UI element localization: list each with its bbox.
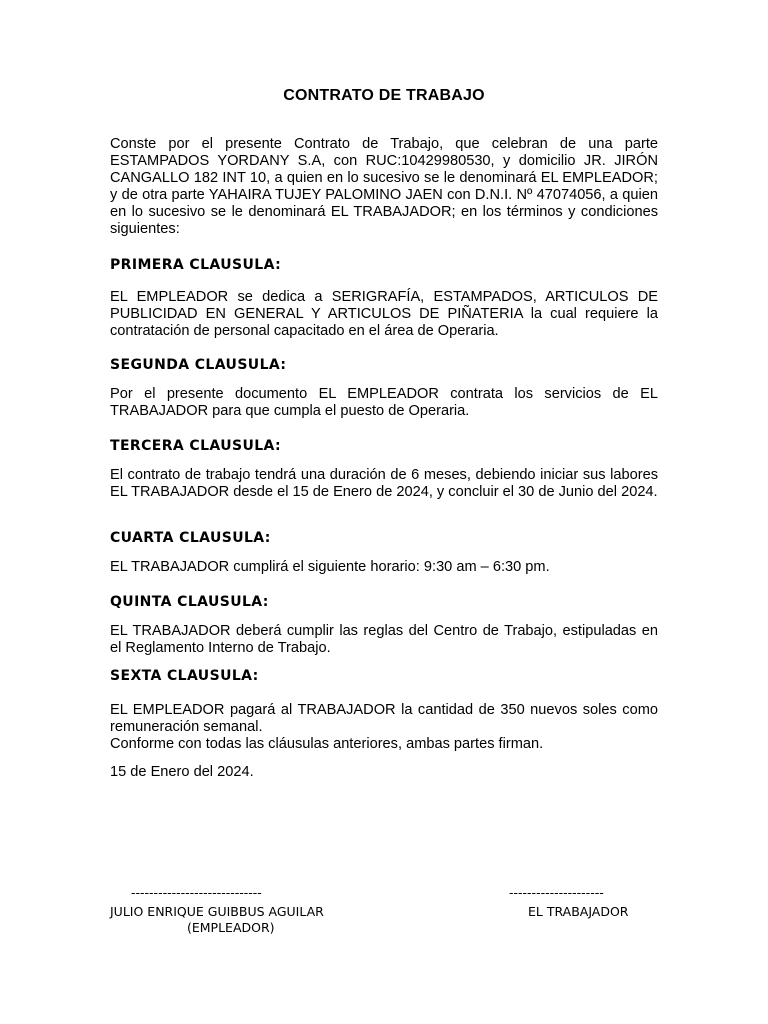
worker-signature-line: --------------------- — [509, 885, 604, 900]
clause-1-text: EL EMPLEADOR se dedica a SERIGRAFÍA, ESTAMPADOS, ARTICULOS DE PUBLICIDAD EN GENERAL Y ARTICULOS DE PIÑATERIA la cual requiere la contratación de personal capacitado en el área de Operaria. — [110, 289, 658, 339]
clause-2-text: Por el presente documento EL EMPLEADOR contrata los servicios de EL TRABAJADOR para que cumpla el puesto de Operaria. — [110, 386, 658, 419]
document-title: CONTRATO DE TRABAJO — [283, 87, 485, 104]
clause-5-heading: QUINTA CLAUSULA: — [110, 594, 269, 610]
employer-name: JULIO ENRIQUE GUIBBUS AGUILAR — [110, 904, 324, 919]
clause-4-heading: CUARTA CLAUSULA: — [110, 530, 271, 546]
clause-2-heading: SEGUNDA CLAUSULA: — [110, 357, 287, 373]
clause-4-text: EL TRABAJADOR cumplirá el siguiente horario: 9:30 am – 6:30 pm. — [110, 559, 550, 575]
clause-3-text: El contrato de trabajo tendrá una duración de 6 meses, debiendo iniciar sus labores EL TRABAJADOR desde el 15 de Enero de 2024, y concluir el 30 de Junio del 2024. — [110, 467, 658, 500]
clause-1-heading: PRIMERA CLAUSULA: — [110, 257, 282, 273]
intro-paragraph: Conste por el presente Contrato de Trabajo, que celebran de una parte ESTAMPADOS YORDANY S.A, con RUC:10429980530, y domicilio JR. JIRÓN CANGALLO 182 INT 10, a quien en lo sucesivo se le denominará EL EMPLEADOR; y de otra parte YAHAIRA TUJEY PALOMINO JAEN con D.N.I. Nº 47074056, a quien en lo sucesivo se le denominará EL TRABAJADOR; en los términos y condiciones siguientes: — [110, 136, 658, 237]
clause-3-heading: TERCERA CLAUSULA: — [110, 438, 282, 454]
employer-role: (EMPLEADOR) — [187, 920, 275, 935]
agreement-text: Conforme con todas las cláusulas anteriores, ambas partes firman. — [110, 736, 544, 752]
employer-signature-line: ----------------------------- — [131, 885, 262, 900]
worker-name: EL TRABAJADOR — [528, 904, 629, 919]
clause-6-text: EL EMPLEADOR pagará al TRABAJADOR la cantidad de 350 nuevos soles como remuneración semanal. — [110, 702, 658, 735]
contract-date: 15 de Enero del 2024. — [110, 764, 254, 780]
clause-5-text: EL TRABAJADOR deberá cumplir las reglas del Centro de Trabajo, estipuladas en el Reglamento Interno de Trabajo. — [110, 623, 658, 656]
clause-6-heading: SEXTA CLAUSULA: — [110, 668, 259, 684]
